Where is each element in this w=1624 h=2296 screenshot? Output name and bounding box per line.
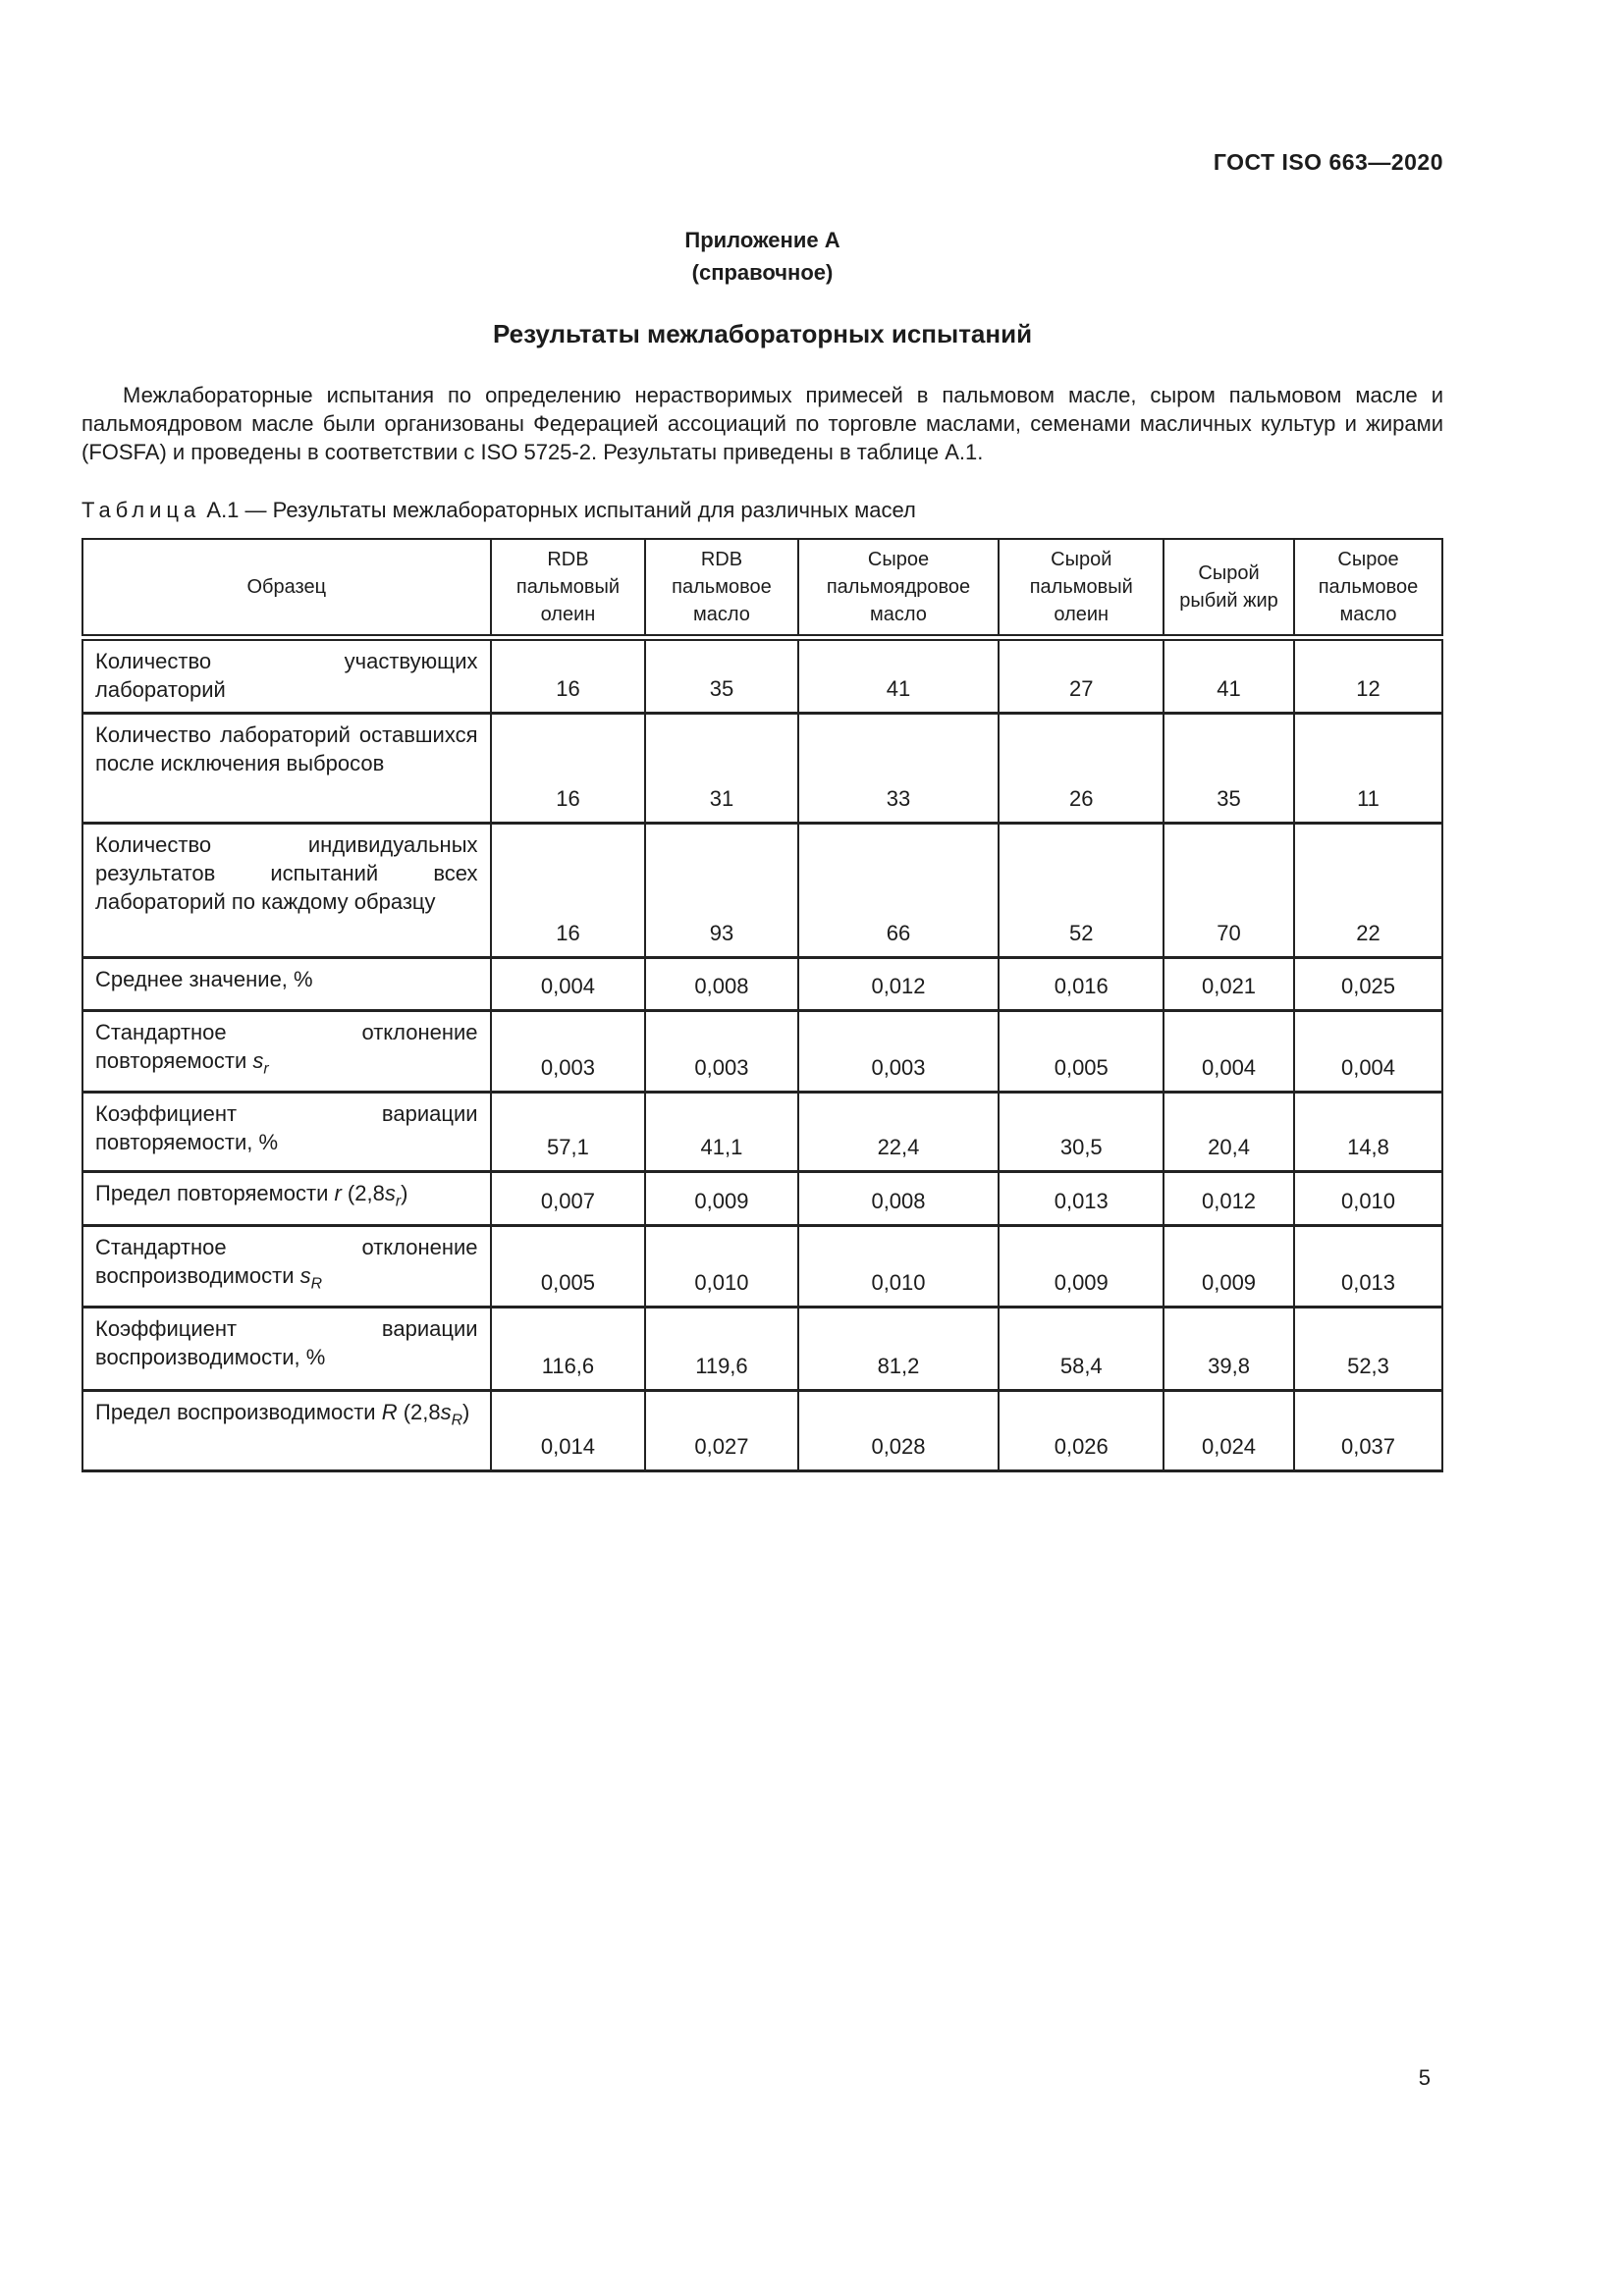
label-part: Стандартное отклонение повторяемости bbox=[95, 1020, 478, 1073]
table-row-sd-reproducibility bbox=[82, 1225, 1442, 1307]
table-row-individual-results bbox=[82, 824, 1442, 958]
table-row-cv-reproducibility bbox=[82, 1308, 1442, 1391]
row-label bbox=[82, 714, 491, 824]
label-part: Предел повторяемости bbox=[95, 1181, 335, 1206]
value-cell: 41 bbox=[798, 638, 1000, 714]
value-cell: 41 bbox=[1164, 638, 1294, 714]
row-label bbox=[82, 824, 491, 958]
label-part: Коэффициент вариации воспроизводимости, % bbox=[95, 1316, 478, 1370]
value-cell: 0,004 bbox=[1294, 1011, 1442, 1093]
label-part: ) bbox=[462, 1400, 470, 1425]
table-row-sd-repeatability bbox=[82, 1011, 1442, 1093]
value-cell: 31 bbox=[645, 714, 797, 824]
value-cell: 0,010 bbox=[645, 1225, 797, 1307]
doc-reference: ГОСТ ISO 663—2020 bbox=[1213, 149, 1443, 175]
table-row-repeatability-limit bbox=[82, 1172, 1442, 1225]
value-cell: 0,003 bbox=[491, 1011, 646, 1093]
row-label bbox=[82, 1391, 491, 1471]
value-cell: 0,008 bbox=[798, 1172, 1000, 1225]
label-subscript: R bbox=[451, 1412, 463, 1429]
table-row-cv-repeatability bbox=[82, 1093, 1442, 1172]
value-cell: 0,004 bbox=[491, 958, 646, 1011]
table-row-mean-value bbox=[82, 958, 1442, 1011]
table-caption-word: Таблица bbox=[81, 498, 201, 522]
value-cell: 0,010 bbox=[798, 1225, 1000, 1307]
value-cell: 0,012 bbox=[1164, 1172, 1294, 1225]
page-content bbox=[81, 0, 1443, 1472]
table-row-labs-participating bbox=[82, 638, 1442, 714]
value-cell: 14,8 bbox=[1294, 1093, 1442, 1172]
value-cell: 0,016 bbox=[999, 958, 1164, 1011]
label-symbol: s bbox=[440, 1400, 452, 1425]
label-part: Количество участвующих лабораторий bbox=[95, 649, 478, 702]
value-cell: 0,010 bbox=[1294, 1172, 1442, 1225]
row-label bbox=[82, 958, 491, 1011]
value-cell: 0,014 bbox=[491, 1391, 646, 1471]
value-cell: 20,4 bbox=[1164, 1093, 1294, 1172]
value-cell: 0,009 bbox=[1164, 1225, 1294, 1307]
table-header-row bbox=[82, 539, 1442, 638]
value-cell: 52 bbox=[999, 824, 1164, 958]
label-part: (2,8 bbox=[341, 1181, 385, 1206]
value-cell: 0,005 bbox=[999, 1011, 1164, 1093]
appendix-title: Результаты межлабораторных испытаний bbox=[492, 319, 1033, 348]
label-part: Количество индивидуальных результатов испытаний всех лабораторий по каждому образцу bbox=[95, 832, 478, 914]
value-cell: 0,003 bbox=[645, 1011, 797, 1093]
row-label bbox=[82, 1308, 491, 1391]
column-header-rdb-palm-olein: RDB пальмовый олеин bbox=[491, 539, 646, 638]
value-cell: 12 bbox=[1294, 638, 1442, 714]
value-cell: 0,012 bbox=[798, 958, 1000, 1011]
value-cell: 0,037 bbox=[1294, 1391, 1442, 1471]
value-cell: 66 bbox=[798, 824, 1000, 958]
value-cell: 30,5 bbox=[999, 1093, 1164, 1172]
column-header-crude-palm-kernel-oil: Сырое пальмоядровое масло bbox=[798, 539, 1000, 638]
label-part: (2,8 bbox=[397, 1400, 441, 1425]
label-part: Стандартное отклонение воспроизводимости bbox=[95, 1234, 478, 1288]
label-subscript: r bbox=[395, 1193, 402, 1210]
label-part: Количество лабораторий оставшихся после исключения выбросов bbox=[95, 722, 478, 775]
table-caption-text: Результаты межлабораторных испытаний для различных масел bbox=[272, 498, 916, 522]
row-label bbox=[82, 638, 491, 714]
value-cell: 39,8 bbox=[1164, 1308, 1294, 1391]
column-header-crude-palm-oil: Сырое пальмовое масло bbox=[1294, 539, 1442, 638]
value-cell: 35 bbox=[645, 638, 797, 714]
row-label bbox=[82, 1093, 491, 1172]
value-cell: 0,005 bbox=[491, 1225, 646, 1307]
label-symbol: s bbox=[299, 1262, 311, 1288]
value-cell: 0,009 bbox=[645, 1172, 797, 1225]
value-cell: 52,3 bbox=[1294, 1308, 1442, 1391]
value-cell: 0,003 bbox=[798, 1011, 1000, 1093]
label-subscript: r bbox=[263, 1060, 269, 1078]
row-label bbox=[82, 1225, 491, 1307]
value-cell: 57,1 bbox=[491, 1093, 646, 1172]
value-cell: 0,025 bbox=[1294, 958, 1442, 1011]
value-cell: 16 bbox=[491, 824, 646, 958]
label-part: Коэффициент вариации повторяемости, % bbox=[95, 1101, 478, 1155]
value-cell: 0,026 bbox=[999, 1391, 1164, 1471]
value-cell: 22 bbox=[1294, 824, 1442, 958]
value-cell: 11 bbox=[1294, 714, 1442, 824]
row-label bbox=[82, 1172, 491, 1225]
value-cell: 16 bbox=[491, 638, 646, 714]
label-symbol: s bbox=[384, 1181, 396, 1206]
column-header-crude-palm-olein: Сырой пальмовый олеин bbox=[999, 539, 1164, 638]
value-cell: 0,008 bbox=[645, 958, 797, 1011]
column-header-rdb-palm-oil: RDB пальмовое масло bbox=[645, 539, 797, 638]
value-cell: 41,1 bbox=[645, 1093, 797, 1172]
value-cell: 116,6 bbox=[491, 1308, 646, 1391]
value-cell: 0,004 bbox=[1164, 1011, 1294, 1093]
value-cell: 58,4 bbox=[999, 1308, 1164, 1391]
value-cell: 0,021 bbox=[1164, 958, 1294, 1011]
value-cell: 119,6 bbox=[645, 1308, 797, 1391]
value-cell: 0,028 bbox=[798, 1391, 1000, 1471]
table-caption-dash: — bbox=[244, 498, 267, 522]
label-symbol: s bbox=[252, 1048, 264, 1073]
value-cell: 0,027 bbox=[645, 1391, 797, 1471]
table-caption bbox=[81, 498, 1443, 523]
value-cell: 0,009 bbox=[999, 1225, 1164, 1307]
value-cell: 27 bbox=[999, 638, 1164, 714]
value-cell: 70 bbox=[1164, 824, 1294, 958]
label-part: ) bbox=[401, 1181, 408, 1206]
table-row-labs-retained bbox=[82, 714, 1442, 824]
value-cell: 0,013 bbox=[999, 1172, 1164, 1225]
value-cell: 0,013 bbox=[1294, 1225, 1442, 1307]
value-cell: 22,4 bbox=[798, 1093, 1000, 1172]
table-caption-number: А.1 bbox=[206, 498, 240, 522]
column-header-sample: Образец bbox=[82, 539, 491, 638]
value-cell: 26 bbox=[999, 714, 1164, 824]
label-subscript: R bbox=[310, 1275, 323, 1293]
value-cell: 0,024 bbox=[1164, 1391, 1294, 1471]
value-cell: 33 bbox=[798, 714, 1000, 824]
value-cell: 16 bbox=[491, 714, 646, 824]
value-cell: 0,007 bbox=[491, 1172, 646, 1225]
column-header-crude-fish-oil: Сырой рыбий жир bbox=[1164, 539, 1294, 638]
label-symbol: r bbox=[334, 1181, 342, 1206]
intro-paragraph: Межлабораторные испытания по определению нерастворимых примесей в пальмовом масле, сыром пальмовом масле и пальмоядровом масле были организованы Федерацией ассоциаций по торговле маслами, семенами масличных культур и жирами (FOSFA) и проведены в соответствии с ISO 5725-2. Результаты приведены в таблице А.1. bbox=[81, 383, 1443, 464]
label-part: Предел воспроизводимости bbox=[95, 1400, 382, 1425]
results-table bbox=[81, 538, 1443, 1472]
row-label bbox=[82, 1011, 491, 1093]
label-symbol: R bbox=[381, 1400, 398, 1425]
table-row-reproducibility-limit bbox=[82, 1391, 1442, 1471]
appendix-kind: (справочное) bbox=[691, 260, 834, 285]
value-cell: 35 bbox=[1164, 714, 1294, 824]
appendix-label: Приложение А bbox=[684, 228, 840, 252]
label-part: Среднее значение, % bbox=[95, 967, 313, 991]
page-number: 5 bbox=[1418, 2065, 1431, 2090]
value-cell: 93 bbox=[645, 824, 797, 958]
value-cell: 81,2 bbox=[798, 1308, 1000, 1391]
